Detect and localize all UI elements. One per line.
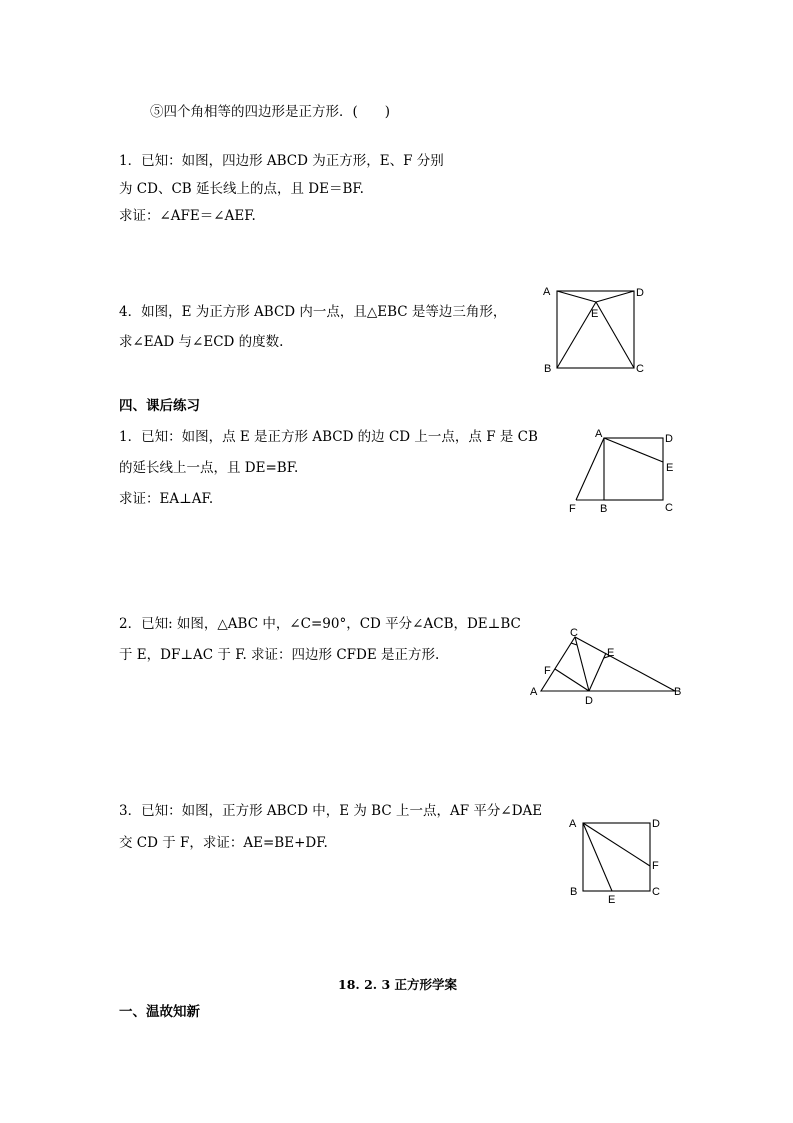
- homework-1-line-2: 的延长线上一点，且 DE=BF.: [119, 460, 299, 476]
- label-E: E: [608, 894, 616, 906]
- label-E: E: [607, 647, 615, 659]
- problem-1-line-3: 求证：∠AFE＝∠AEF.: [119, 208, 256, 224]
- homework-2-line-2: 于 E，DF⊥AC 于 F. 求证：四边形 CFDE 是正方形.: [119, 647, 440, 663]
- page-title: 18. 2. 3 正方形学案: [338, 977, 458, 992]
- label-D: D: [585, 695, 593, 707]
- label-B: B: [600, 503, 608, 515]
- homework-2-line-1: 2．已知: 如图，△ABC 中，∠C=90°，CD 平分∠ACB，DE⊥BC: [119, 616, 521, 632]
- label-E: E: [666, 462, 674, 474]
- homework-1-line-3: 求证：EA⊥AF.: [119, 491, 214, 507]
- label-C: C: [636, 363, 644, 375]
- homework-1-line-1: 1．已知：如图，点 E 是正方形 ABCD 的边 CD 上一点，点 F 是 CB: [119, 429, 538, 445]
- label-B: B: [674, 686, 682, 698]
- problem-4-line-2: 求∠EAD 与∠ECD 的度数.: [119, 334, 284, 350]
- label-C: C: [665, 502, 673, 514]
- label-D: D: [636, 287, 644, 299]
- figure-square-equilateral: [540, 280, 650, 380]
- label-B: B: [570, 886, 578, 898]
- homework-3-line-1: 3．已知：如图，正方形 ABCD 中，E 为 BC 上一点，AF 平分∠DAE: [119, 803, 543, 819]
- section-heading-review: 一、温故知新: [119, 1004, 200, 1020]
- label-A: A: [530, 686, 538, 698]
- label-E: E: [591, 308, 599, 320]
- section-heading-homework: 四、课后练习: [119, 398, 200, 414]
- homework-3-line-2: 交 CD 于 F，求证：AE=BE+DF.: [119, 835, 328, 851]
- label-F: F: [652, 860, 659, 872]
- label-B: B: [544, 363, 552, 375]
- problem-1-line-2: 为 CD、CB 延长线上的点，且 DE＝BF.: [119, 181, 364, 197]
- label-D: D: [665, 433, 673, 445]
- label-A: A: [595, 428, 603, 440]
- label-A: A: [543, 286, 551, 298]
- figure-right-triangle: [525, 625, 690, 710]
- label-C: C: [652, 886, 660, 898]
- label-C: C: [570, 627, 578, 639]
- true-false-item-5: ⑤四个角相等的四边形是正方形．( ): [150, 104, 391, 120]
- problem-1-line-1: 1．已知：如图，四边形 ABCD 为正方形，E、F 分别: [119, 153, 444, 169]
- problem-4-line-1: 4．如图，E 为正方形 ABCD 内一点，且△EBC 是等边三角形，: [119, 304, 507, 320]
- figure-square-extension: [560, 425, 680, 520]
- figure-square-bisector: [560, 810, 670, 910]
- label-D: D: [652, 818, 660, 830]
- label-F: F: [569, 503, 576, 515]
- label-F: F: [544, 665, 551, 677]
- label-A: A: [569, 818, 577, 830]
